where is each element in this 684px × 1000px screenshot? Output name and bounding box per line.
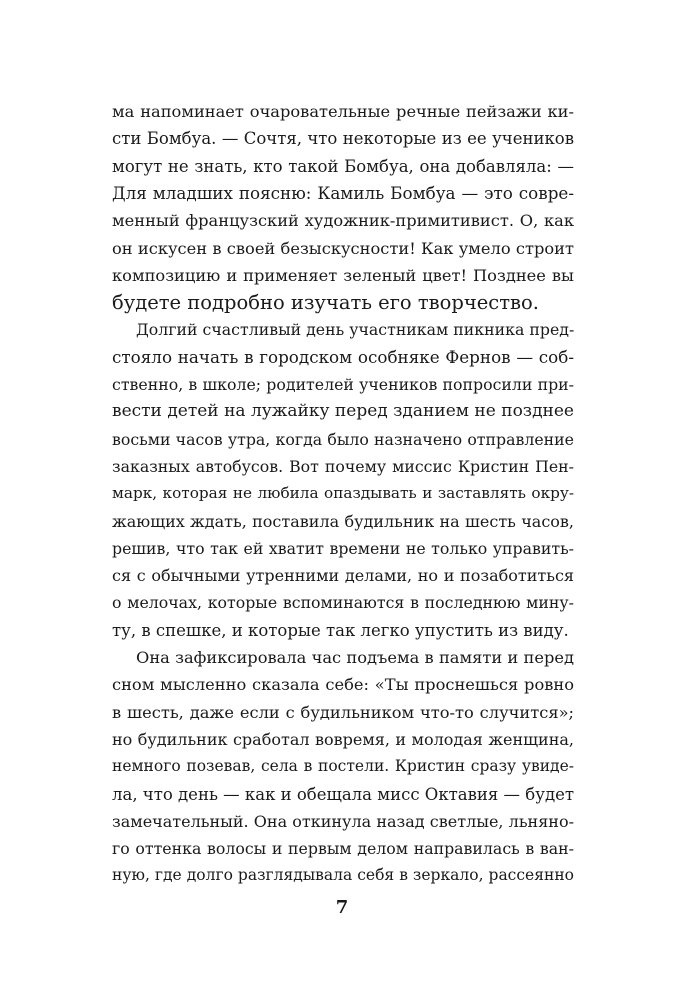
text-line: он искусен в своей безыскусности! Как умело строит bbox=[112, 238, 574, 258]
paragraph-first-line: Долгий счастливый день участникам пикника пред- bbox=[136, 320, 575, 340]
text-line: ма напоминает очаровательные речные пейзажи ки- bbox=[112, 102, 574, 121]
page-number: 7 bbox=[335, 897, 349, 918]
text-line: ную, где долго разглядывала себя в зеркало, рассеянно bbox=[112, 866, 574, 885]
text-line: ту, в спешке, и которые так легко упустить из виду. bbox=[112, 620, 569, 640]
paragraph-first-line: Она зафиксировала час подъема в памяти и перед bbox=[136, 648, 574, 667]
text-line: го оттенка волосы и первым делом направилась в ван- bbox=[112, 839, 574, 859]
text-line: будете подробно изучать его творчество. bbox=[112, 291, 539, 315]
text-line: замечательный. Она откинула назад светлые, льняно- bbox=[112, 811, 574, 831]
text-line: но будильник сработал вовремя, и молодая женщина, bbox=[112, 729, 574, 749]
text-line: композицию и применяет зеленый цвет! Позднее вы bbox=[112, 265, 574, 285]
text-line: ся с обычными утренними делами, но и позаботиться bbox=[112, 566, 574, 586]
text-line: вести детей на лужайку перед зданием не позднее bbox=[112, 401, 574, 422]
text-line: марк, которая не любила опаздывать и заставлять окру- bbox=[112, 484, 574, 503]
text-line: могут не знать, кто такой Бомбуа, она добавляла: — bbox=[112, 156, 574, 176]
text-line: сном мысленно сказала себе: «Ты проснешься ровно bbox=[112, 675, 574, 695]
text-line: стояло начать в городском особняке Фернов — соб- bbox=[112, 346, 574, 367]
text-line: ственно, в школе; родителей учеников попросили при- bbox=[112, 375, 574, 394]
text-line: сти Бомбуа. — Сочтя, что некоторые из ее учеников bbox=[112, 129, 574, 149]
text-line: менный французский художник-примитивист. О, как bbox=[112, 211, 574, 231]
text-line: решив, что так ей хватит времени не только управить- bbox=[112, 538, 574, 558]
text-line: о мелочах, которые вспоминаются в последнюю мину- bbox=[112, 593, 574, 613]
text-line: заказных автобусов. Вот почему миссис Кристин Пен- bbox=[112, 456, 574, 476]
text-line: ла, что день — как и обещала мисс Октавия — будет bbox=[112, 784, 574, 804]
text-line: Для младших поясню: Камиль Бомбуа — это совре- bbox=[112, 182, 574, 203]
text-line: в шесть, даже если с будильником что-то случится»; bbox=[112, 702, 574, 722]
text-line: немного позевав, села в постели. Кристин сразу увиде- bbox=[112, 757, 574, 776]
text-line: восьми часов утра, когда было назначено отправление bbox=[112, 429, 574, 449]
text-line: жающих ждать, поставила будильник на шесть часов, bbox=[112, 511, 574, 531]
